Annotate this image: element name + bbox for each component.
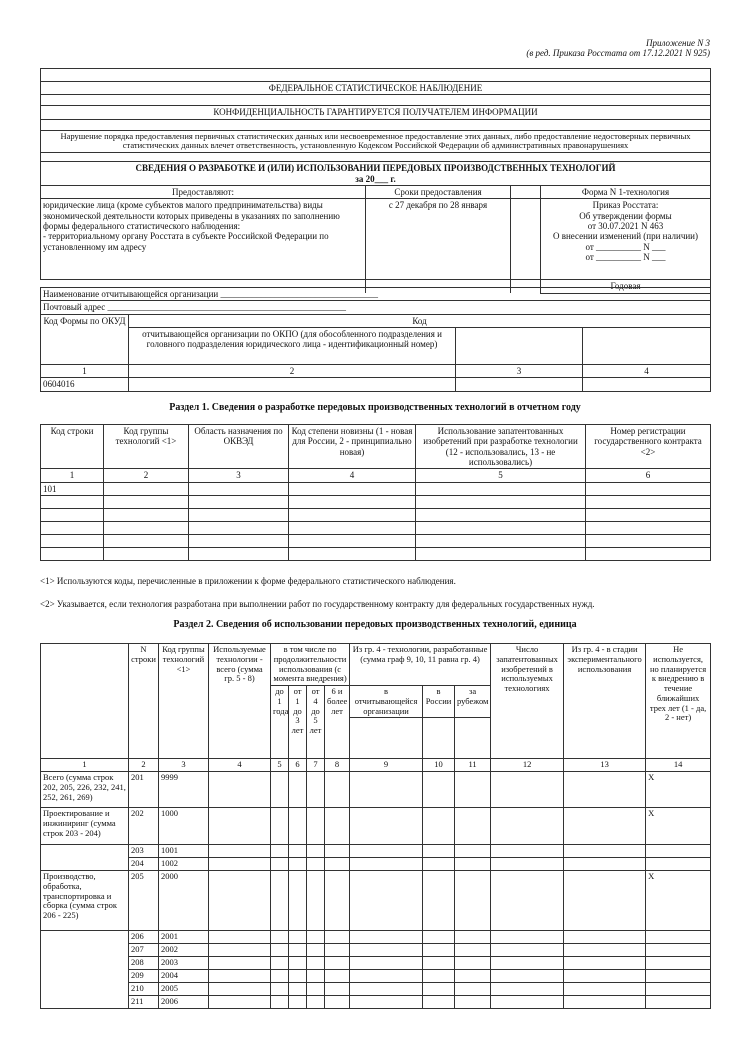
h-d2: от 1 до 3 лет bbox=[289, 686, 307, 759]
data-cell[interactable] bbox=[491, 944, 564, 957]
data-cell[interactable] bbox=[325, 808, 350, 845]
s2-num: 3 bbox=[159, 759, 209, 772]
row-number: 205 bbox=[129, 871, 159, 931]
row-name bbox=[41, 970, 129, 983]
data-cell[interactable] bbox=[289, 996, 307, 1009]
data-cell[interactable] bbox=[325, 996, 350, 1009]
h-row: N строки bbox=[129, 644, 159, 759]
row-mark: X bbox=[646, 808, 711, 845]
data-cell[interactable] bbox=[271, 845, 289, 858]
form-title bbox=[41, 162, 711, 186]
h-d3: от 4 до 5 лет bbox=[307, 686, 325, 759]
data-cell[interactable] bbox=[423, 871, 455, 931]
row-number: 207 bbox=[129, 944, 159, 957]
row-mark bbox=[646, 858, 711, 871]
data-cell[interactable] bbox=[289, 845, 307, 858]
row-name bbox=[41, 944, 129, 957]
h-notused: Не используется, но планируется к внедрению в течение ближайших трех лет (1 - да, 2 - нет) bbox=[646, 644, 711, 759]
data-cell[interactable] bbox=[350, 772, 423, 808]
org-name-field[interactable]: Наименование отчитывающейся организации ___________________________________ bbox=[41, 288, 711, 301]
warning-text: Нарушение порядка предоставления первичных статистических данных или несвоевременное предоставление этих данных, либо предоставление недостоверных первичных статистических данных влечет ответственность, установленную Кодексом Российской Федерации об административных правонарушениях bbox=[41, 130, 711, 153]
data-cell[interactable] bbox=[564, 944, 646, 957]
data-cell[interactable] bbox=[564, 845, 646, 858]
data-cell[interactable] bbox=[209, 772, 271, 808]
data-cell[interactable] bbox=[350, 957, 423, 970]
s2-num: 12 bbox=[491, 759, 564, 772]
h-in-org: в отчитывающейся организации bbox=[350, 686, 423, 718]
appendix-line1: Приложение N 3 bbox=[645, 38, 710, 48]
order-line: Приказ Росстата: bbox=[592, 200, 659, 211]
s2-num: 14 bbox=[646, 759, 711, 772]
s1-row-code: 101 bbox=[41, 482, 104, 495]
data-cell[interactable] bbox=[350, 931, 423, 944]
form-header-table bbox=[40, 68, 711, 294]
row-number: 204 bbox=[129, 858, 159, 871]
data-cell[interactable] bbox=[307, 931, 325, 944]
data-cell[interactable] bbox=[325, 772, 350, 808]
data-cell[interactable] bbox=[491, 931, 564, 944]
providers-text: юридические лица (кроме субъектов малого предпринимательства) виды экономической деятельности которых приведены в указаниях по заполнению формы федерального статистического наблюдения: - территориальному органу Росстата в субъекте Российской Федерации по установленному им адресу bbox=[41, 199, 366, 280]
section2-table bbox=[40, 643, 711, 1009]
postal-address-field[interactable]: Почтовый адрес _____________________________________________________ bbox=[41, 301, 711, 314]
data-cell[interactable] bbox=[307, 845, 325, 858]
data-cell[interactable] bbox=[564, 996, 646, 1009]
data-cell[interactable] bbox=[289, 957, 307, 970]
appendix-line2: (в ред. Приказа Росстата от 17.12.2021 N 925) bbox=[526, 48, 710, 59]
s1-num: 4 bbox=[289, 469, 416, 482]
data-cell[interactable] bbox=[564, 772, 646, 808]
s1-num: 6 bbox=[586, 469, 711, 482]
order-line: от 30.07.2021 N 463 bbox=[587, 220, 664, 231]
data-cell[interactable] bbox=[307, 808, 325, 845]
table-row bbox=[41, 983, 711, 996]
data-cell[interactable] bbox=[325, 983, 350, 996]
data-cell[interactable] bbox=[271, 871, 289, 931]
row-number: 201 bbox=[129, 772, 159, 808]
periodicity: Годовая bbox=[541, 280, 711, 293]
table-row bbox=[41, 996, 711, 1009]
data-cell[interactable] bbox=[307, 970, 325, 983]
s1-header: Код степени новизны (1 - новая для России, 2 - принципиально новая) bbox=[289, 425, 416, 469]
data-cell[interactable] bbox=[307, 944, 325, 957]
row-number: 208 bbox=[129, 957, 159, 970]
s2-num: 5 bbox=[271, 759, 289, 772]
s1-num: 2 bbox=[104, 469, 189, 482]
row-code: 1000 bbox=[159, 808, 209, 845]
table-row bbox=[41, 957, 711, 970]
data-cell[interactable] bbox=[491, 970, 564, 983]
s1-header: Область назначения по ОКВЭД bbox=[189, 425, 289, 469]
table-row bbox=[41, 944, 711, 957]
order-line: О внесении изменений (при наличии) bbox=[552, 231, 698, 242]
data-cell[interactable] bbox=[289, 931, 307, 944]
s2-num: 9 bbox=[350, 759, 423, 772]
data-cell[interactable] bbox=[209, 808, 271, 845]
s2-num: 4 bbox=[209, 759, 271, 772]
data-cell[interactable] bbox=[564, 871, 646, 931]
data-cell[interactable] bbox=[271, 970, 289, 983]
data-cell[interactable] bbox=[423, 772, 455, 808]
s1-num: 5 bbox=[416, 469, 586, 482]
data-cell[interactable] bbox=[455, 772, 491, 808]
s1-header: Код группы технологий <1> bbox=[104, 425, 189, 469]
row-mark: X bbox=[646, 772, 711, 808]
data-cell[interactable] bbox=[350, 944, 423, 957]
row-mark bbox=[646, 983, 711, 996]
row-name bbox=[41, 858, 129, 871]
data-cell[interactable] bbox=[289, 772, 307, 808]
data-cell[interactable] bbox=[209, 957, 271, 970]
data-cell[interactable] bbox=[455, 858, 491, 871]
row-number: 202 bbox=[129, 808, 159, 845]
data-cell[interactable] bbox=[271, 931, 289, 944]
data-cell[interactable] bbox=[491, 858, 564, 871]
data-cell[interactable] bbox=[307, 772, 325, 808]
data-cell[interactable] bbox=[350, 808, 423, 845]
data-cell[interactable] bbox=[209, 970, 271, 983]
footnote-1: <1> Используются коды, перечисленные в приложении к форме федерального статистического наблюдения. bbox=[40, 576, 456, 586]
data-cell[interactable] bbox=[423, 957, 455, 970]
s1-header: Использование запатентованных изобретений при разработке технологии (12 - использовались, 13 - не использовались) bbox=[416, 425, 586, 469]
data-cell[interactable] bbox=[350, 871, 423, 931]
data-cell[interactable] bbox=[423, 845, 455, 858]
data-cell[interactable] bbox=[564, 931, 646, 944]
h-duration: в том числе по продолжительности использования (с момента внедрения) bbox=[271, 644, 350, 686]
row-code: 2003 bbox=[159, 957, 209, 970]
data-cell[interactable] bbox=[289, 858, 307, 871]
providers-header: Предоставляют: bbox=[41, 185, 366, 198]
row-number: 206 bbox=[129, 931, 159, 944]
data-cell[interactable] bbox=[325, 931, 350, 944]
row-mark bbox=[646, 996, 711, 1009]
org-table bbox=[40, 287, 711, 392]
table-row bbox=[41, 808, 711, 845]
row-number: 210 bbox=[129, 983, 159, 996]
data-cell[interactable] bbox=[271, 808, 289, 845]
table-row bbox=[41, 845, 711, 858]
data-cell[interactable] bbox=[289, 808, 307, 845]
s2-num: 11 bbox=[455, 759, 491, 772]
data-cell[interactable] bbox=[307, 983, 325, 996]
row-code: 2006 bbox=[159, 996, 209, 1009]
data-cell[interactable] bbox=[350, 858, 423, 871]
s1-num: 3 bbox=[189, 469, 289, 482]
s2-num: 6 bbox=[289, 759, 307, 772]
data-cell[interactable] bbox=[491, 983, 564, 996]
data-cell[interactable] bbox=[455, 983, 491, 996]
row-code: 1002 bbox=[159, 858, 209, 871]
data-cell[interactable] bbox=[307, 996, 325, 1009]
s2-num: 2 bbox=[129, 759, 159, 772]
table-row bbox=[41, 858, 711, 871]
row-mark bbox=[646, 931, 711, 944]
row-number: 211 bbox=[129, 996, 159, 1009]
data-cell[interactable] bbox=[564, 970, 646, 983]
s1-header: Номер регистрации государственного контракта <2> bbox=[586, 425, 711, 469]
data-cell[interactable] bbox=[271, 983, 289, 996]
h-d1: до 1 года bbox=[271, 686, 289, 759]
data-cell[interactable] bbox=[307, 957, 325, 970]
data-cell[interactable] bbox=[325, 858, 350, 871]
data-cell[interactable] bbox=[491, 871, 564, 931]
okud-value: 0604016 bbox=[41, 378, 129, 391]
data-cell[interactable] bbox=[289, 983, 307, 996]
appendix-header bbox=[526, 38, 710, 59]
data-cell[interactable] bbox=[271, 772, 289, 808]
row-name: Проектирование и инжиниринг (сумма строк 203 - 204) bbox=[41, 808, 129, 845]
row-mark bbox=[646, 957, 711, 970]
data-cell[interactable] bbox=[209, 944, 271, 957]
h-group: Код группы технологий <1> bbox=[159, 644, 209, 759]
row-number: 203 bbox=[129, 845, 159, 858]
data-cell[interactable] bbox=[491, 772, 564, 808]
data-cell[interactable] bbox=[423, 858, 455, 871]
data-cell[interactable] bbox=[423, 931, 455, 944]
data-cell[interactable] bbox=[289, 871, 307, 931]
data-cell[interactable] bbox=[289, 944, 307, 957]
order-line: Об утверждении формы bbox=[579, 210, 672, 221]
data-cell[interactable] bbox=[350, 845, 423, 858]
h-abroad: за рубежом bbox=[455, 686, 491, 718]
data-cell[interactable] bbox=[455, 957, 491, 970]
section2-body bbox=[41, 772, 711, 1009]
row-name: Всего (сумма строк 202, 205, 226, 232, 241, 252, 261, 269) bbox=[41, 772, 129, 808]
data-cell[interactable] bbox=[350, 996, 423, 1009]
data-cell[interactable] bbox=[271, 858, 289, 871]
data-cell[interactable] bbox=[455, 944, 491, 957]
section2-title: Раздел 2. Сведения об использовании передовых производственных технологий, единица bbox=[173, 619, 577, 630]
data-cell[interactable] bbox=[455, 808, 491, 845]
okpo-input[interactable] bbox=[129, 378, 456, 391]
s2-num: 8 bbox=[325, 759, 350, 772]
form-title-text: СВЕДЕНИЯ О РАЗРАБОТКЕ И (ИЛИ) ИСПОЛЬЗОВАНИИ ПЕРЕДОВЫХ ПРОИЗВОДСТВЕННЫХ ТЕХНОЛОГИЙ bbox=[135, 163, 616, 174]
data-cell[interactable] bbox=[209, 931, 271, 944]
h-experimental: Из гр. 4 - в стадии экспериментального использования bbox=[564, 644, 646, 759]
okud-header: Код Формы по ОКУД bbox=[41, 314, 129, 364]
data-cell[interactable] bbox=[350, 970, 423, 983]
table-row bbox=[41, 970, 711, 983]
deadline-header: Сроки предоставления bbox=[366, 185, 511, 198]
data-cell[interactable] bbox=[271, 996, 289, 1009]
data-cell[interactable] bbox=[491, 845, 564, 858]
h-from4: Из гр. 4 - технологии, разработанные (сумма граф 9, 10, 11 равна гр. 4) bbox=[350, 644, 491, 686]
data-cell[interactable] bbox=[289, 970, 307, 983]
data-cell[interactable] bbox=[423, 996, 455, 1009]
s2-num: 10 bbox=[423, 759, 455, 772]
row-mark bbox=[646, 970, 711, 983]
row-code: 2005 bbox=[159, 983, 209, 996]
order-line: от __________ N ___ bbox=[585, 241, 666, 252]
data-cell[interactable] bbox=[209, 858, 271, 871]
data-cell[interactable] bbox=[325, 957, 350, 970]
data-cell[interactable] bbox=[491, 996, 564, 1009]
data-cell[interactable] bbox=[455, 871, 491, 931]
confidentiality-text: КОНФИДЕНЦИАЛЬНОСТЬ ГАРАНТИРУЕТСЯ ПОЛУЧАТЕЛЕМ ИНФОРМАЦИИ bbox=[41, 106, 711, 119]
order-block bbox=[541, 199, 711, 280]
data-cell[interactable] bbox=[455, 931, 491, 944]
row-code: 2004 bbox=[159, 970, 209, 983]
data-cell[interactable] bbox=[564, 957, 646, 970]
data-cell[interactable] bbox=[455, 845, 491, 858]
row-name bbox=[41, 931, 129, 944]
data-cell[interactable] bbox=[423, 808, 455, 845]
deadline-text: с 27 декабря по 28 января bbox=[366, 199, 511, 280]
data-cell[interactable] bbox=[271, 957, 289, 970]
footnote-2: <2> Указывается, если технология разработана при выполнении работ по государственному контракту для федеральных государственных нужд. bbox=[40, 599, 595, 609]
row-code: 2002 bbox=[159, 944, 209, 957]
s2-num: 13 bbox=[564, 759, 646, 772]
col-num: 4 bbox=[583, 365, 711, 378]
s1-num: 1 bbox=[41, 469, 104, 482]
data-cell[interactable] bbox=[455, 970, 491, 983]
data-cell[interactable] bbox=[209, 996, 271, 1009]
row-number: 209 bbox=[129, 970, 159, 983]
table-row bbox=[41, 931, 711, 944]
data-cell[interactable] bbox=[423, 970, 455, 983]
data-cell[interactable] bbox=[209, 845, 271, 858]
table-row bbox=[41, 871, 711, 931]
data-cell[interactable] bbox=[325, 970, 350, 983]
data-cell[interactable] bbox=[423, 944, 455, 957]
data-cell[interactable] bbox=[209, 871, 271, 931]
order-line: от __________ N ___ bbox=[585, 251, 666, 262]
data-cell[interactable] bbox=[325, 944, 350, 957]
okpo-header: отчитывающейся организации по ОКПО (для обособленного подразделения и головного подразделения юридического лица - идентификационный номер) bbox=[129, 328, 456, 365]
data-cell[interactable] bbox=[271, 944, 289, 957]
data-cell[interactable] bbox=[491, 957, 564, 970]
data-cell[interactable] bbox=[455, 996, 491, 1009]
row-name bbox=[41, 957, 129, 970]
form-year: за 20___ г. bbox=[355, 173, 396, 184]
h-used: Используемые технологии - всего (сумма гр. 5 - 8) bbox=[209, 644, 271, 759]
data-cell[interactable] bbox=[491, 808, 564, 845]
data-cell[interactable] bbox=[350, 983, 423, 996]
observation-title: ФЕДЕРАЛЬНОЕ СТАТИСТИЧЕСКОЕ НАБЛЮДЕНИЕ bbox=[41, 82, 711, 95]
form-number: Форма N 1-технология bbox=[541, 185, 711, 198]
row-code: 2001 bbox=[159, 931, 209, 944]
col-num: 2 bbox=[129, 365, 456, 378]
data-cell[interactable] bbox=[423, 983, 455, 996]
code-header: Код bbox=[129, 314, 711, 327]
row-name bbox=[41, 845, 129, 858]
row-code: 2000 bbox=[159, 871, 209, 931]
row-name bbox=[41, 983, 129, 996]
row-mark: X bbox=[646, 871, 711, 931]
col-num: 3 bbox=[456, 365, 583, 378]
row-code: 1001 bbox=[159, 845, 209, 858]
data-cell[interactable] bbox=[564, 858, 646, 871]
data-cell[interactable] bbox=[209, 983, 271, 996]
row-name: Производство, обработка, транспортировка и сборка (сумма строк 206 - 225) bbox=[41, 871, 129, 931]
h-patents: Число запатентованных изобретений в используемых технологиях bbox=[491, 644, 564, 759]
row-code: 9999 bbox=[159, 772, 209, 808]
h-d4: 6 и более лет bbox=[325, 686, 350, 759]
section1-table bbox=[40, 424, 711, 561]
s2-num: 7 bbox=[307, 759, 325, 772]
data-cell[interactable] bbox=[325, 871, 350, 931]
data-cell[interactable] bbox=[307, 871, 325, 931]
h-in-russia: в России bbox=[423, 686, 455, 718]
s2-num: 1 bbox=[41, 759, 129, 772]
table-row bbox=[41, 772, 711, 808]
row-name bbox=[41, 996, 129, 1009]
col-num: 1 bbox=[41, 365, 129, 378]
data-cell[interactable] bbox=[564, 983, 646, 996]
row-mark bbox=[646, 845, 711, 858]
s1-header: Код строки bbox=[41, 425, 104, 469]
section1-title: Раздел 1. Сведения о разработке передовых производственных технологий в отчетном году bbox=[169, 402, 581, 413]
data-cell[interactable] bbox=[325, 845, 350, 858]
data-cell[interactable] bbox=[564, 808, 646, 845]
data-cell[interactable] bbox=[307, 858, 325, 871]
row-mark bbox=[646, 944, 711, 957]
